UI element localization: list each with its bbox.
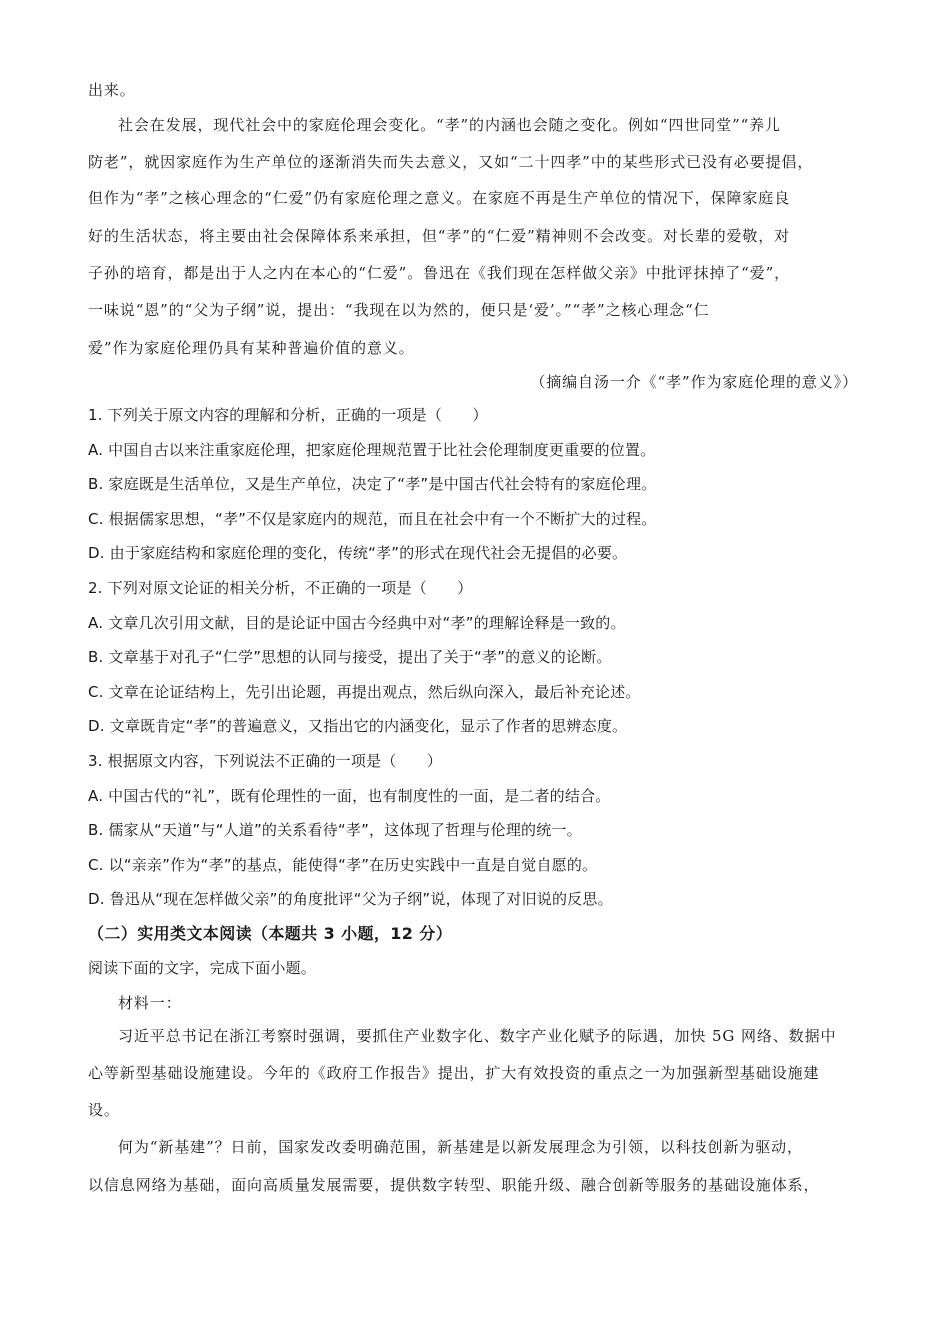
question-option: D. 由于家庭结构和家庭伦理的变化，传统“孝”的形式在现代社会无提倡的必要。 (88, 544, 628, 562)
passage-line: 一味说“恩”的“父为子纲”说，提出：“我现在以为然的，便只是‘爱’。”“孝”之核心理念“仁 (88, 301, 710, 319)
passage-line: 社会在发展，现代社会中的家庭伦理会变化。“孝”的内涵也会随之变化。例如“四世同堂”“养儿 (118, 116, 781, 134)
passage-line: 好的生活状态，将主要由社会保障体系来承担，但“孝”的“仁爱”精神则不会改变。对长辈的爱敬，对 (88, 227, 791, 245)
material-line: 设。 (88, 1101, 120, 1119)
question-option: B. 家庭既是生活单位，又是生产单位，决定了“孝”是中国古代社会特有的家庭伦理。 (88, 475, 657, 493)
question-stem: 1. 下列关于原文内容的理解和分析，正确的一项是（ ） (88, 406, 488, 424)
question-option: D. 鲁迅从“现在怎样做父亲”的角度批评“父为子纲”说，体现了对旧说的反思。 (88, 890, 613, 908)
passage-line: 防老”，就因家庭作为生产单位的逐渐消失而失去意义，又如“二十四孝”中的某些形式已没有必要提倡， (88, 153, 814, 171)
question-option: B. 文章基于对孔子“仁学”思想的认同与接受，提出了关于“孝”的意义的论断。 (88, 648, 612, 666)
question-option: A. 中国自古以来注重家庭伦理，把家庭伦理规范置于比社会伦理制度更重要的位置。 (88, 441, 656, 459)
passage-source: （摘编自汤一介《“孝”作为家庭伦理的意义》） (530, 373, 858, 391)
question-option: D. 文章既肯定“孝”的普遍意义，又指出它的内涵变化，显示了作者的思辨态度。 (88, 717, 628, 735)
question-option: B. 儒家从“天道”与“人道”的关系看待“孝”，这体现了哲理与伦理的统一。 (88, 821, 582, 839)
question-stem: 3. 根据原文内容，下列说法不正确的一项是（ ） (88, 752, 443, 770)
material-line: 以信息网络为基础，面向高质量发展需要，提供数字转型、职能升级、融合创新等服务的基础设施体系， (88, 1176, 820, 1194)
material-line: 习近平总书记在浙江考察时强调，要抓住产业数字化、数字产业化赋予的际遇，加快 5G 网络、数据中 (118, 1027, 837, 1045)
passage-line: 爱”作为家庭伦理仍具有某种普遍价值的意义。 (88, 339, 415, 357)
question-option: A. 文章几次引用文献，目的是论证中国古今经典中对“孝”的理解诠释是一致的。 (88, 614, 626, 632)
material-line: 何为“新基建”？日前，国家发改委明确范围，新基建是以新发展理念为引领，以科技创新为驱动， (118, 1138, 803, 1156)
passage-line: 子孙的培育，都是出于人之内在本心的“仁爱”。鲁迅在《我们现在怎样做父亲》中批评抹掉了“爱”， (88, 264, 791, 282)
material-label: 材料一： (118, 994, 182, 1012)
question-option: A. 中国古代的“礼”，既有伦理性的一面，也有制度性的一面，是二者的结合。 (88, 787, 611, 805)
question-option: C. 文章在论证结构上，先引出论题，再提出观点，然后纵向深入，最后补充论述。 (88, 683, 641, 701)
question-option: C. 以“亲亲”作为“孝”的基点，能使得“孝”在历史实践中一直是自觉自愿的。 (88, 856, 598, 874)
question-option: C. 根据儒家思想，“孝”不仅是家庭内的规范，而且在社会中有一个不断扩大的过程。 (88, 510, 657, 528)
passage-line: 出来。 (88, 81, 136, 99)
passage-line: 但作为“孝”之核心理念的“仁爱”仍有家庭伦理之意义。在家庭不再是生产单位的情况下，保障家庭良 (88, 189, 791, 207)
question-stem: 2. 下列对原文论证的相关分析，不正确的一项是（ ） (88, 579, 473, 597)
section-heading: （二）实用类文本阅读（本题共 3 小题，12 分） (88, 924, 453, 943)
section-instruction: 阅读下面的文字，完成下面小题。 (88, 959, 317, 977)
material-line: 心等新型基础设施建设。今年的《政府工作报告》提出，扩大有效投资的重点之一为加强新型基础设施建 (88, 1064, 820, 1082)
